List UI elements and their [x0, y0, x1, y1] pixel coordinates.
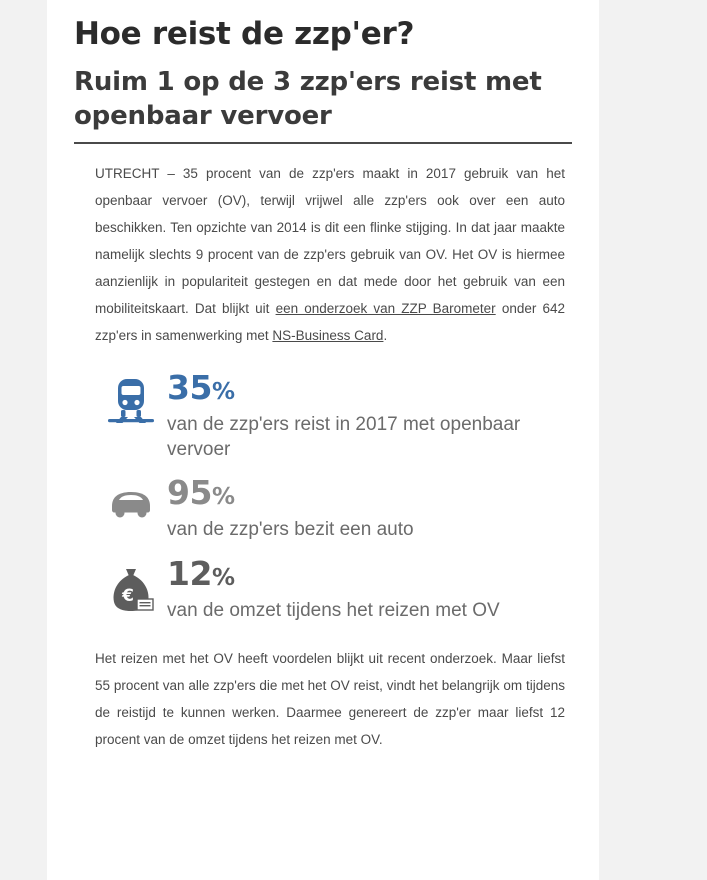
stat-value-revenue — [167, 553, 572, 593]
article-sheet — [47, 0, 599, 880]
stat-number-revenue: 12 — [167, 553, 212, 593]
stat-value-car — [167, 473, 572, 513]
stat-body-revenue — [167, 553, 572, 623]
article-content — [74, 0, 572, 753]
intro-text-part1: UTRECHT – 35 procent van de zzp'ers maakt in 2017 gebruik van het openbaar vervoer (OV), terwijl vrijwel alle zzp'ers ook over een auto beschikken. Ten opzichte van 2014 is dit een flinke stijging. In dat jaar maakte namelijk slechts 9 procent van de zzp'ers gebruik van OV. Het OV is hiermee aanzienlijk in populariteit gestegen en dat mede door het gebruik van een mobiliteitskaart. Dat blijkt uit — [95, 166, 565, 317]
stat-symbol-revenue: % — [211, 564, 235, 591]
stat-description-revenue: van de omzet tijdens het reizen met OV — [167, 599, 500, 621]
stat-item-train — [95, 368, 572, 462]
stat-item-car — [95, 473, 572, 542]
page-title: Hoe reist de zzp'er? — [74, 16, 415, 52]
car-icon — [95, 476, 167, 522]
stat-body-train — [167, 368, 572, 462]
stat-symbol-train: % — [211, 379, 235, 406]
intro-text-part2: onder 642 zzp'ers in samenwerking met — [95, 301, 565, 344]
statistics-list — [95, 368, 572, 622]
article-subtitle: Ruim 1 op de 3 zzp'ers reist met openbaar vervoer — [74, 65, 572, 145]
ns-business-card-link[interactable]: NS-Business Card — [272, 328, 384, 344]
intro-text-part3: . — [383, 328, 388, 344]
stat-description-train: van de zzp'ers reist in 2017 met openbaar vervoer — [167, 414, 521, 461]
stat-description-car: van de zzp'ers bezit een auto — [167, 519, 414, 541]
stat-symbol-car: % — [211, 484, 235, 511]
closing-paragraph: Het reizen met het OV heeft voordelen blijkt uit recent onderzoek. Maar liefst 55 procent van alle zzp'ers die met het OV reist, vindt het belangrijk om tijdens de reistijd te kunnen werken. Daarmee genereert de zzp'er maar liefst 12 procent van de omzet tijdens het reizen met OV. — [95, 650, 565, 747]
stat-value-train — [167, 368, 572, 408]
train-icon — [95, 371, 167, 427]
stat-number-car: 95 — [167, 473, 212, 513]
stat-body-car — [167, 473, 572, 542]
stat-item-revenue — [95, 553, 572, 623]
stat-number-train: 35 — [167, 368, 212, 408]
money-bag-icon — [95, 557, 167, 615]
intro-paragraph — [95, 160, 565, 349]
zzp-barometer-link[interactable]: een onderzoek van ZZP Barometer — [275, 301, 496, 317]
svg-text:€: € — [122, 585, 134, 606]
